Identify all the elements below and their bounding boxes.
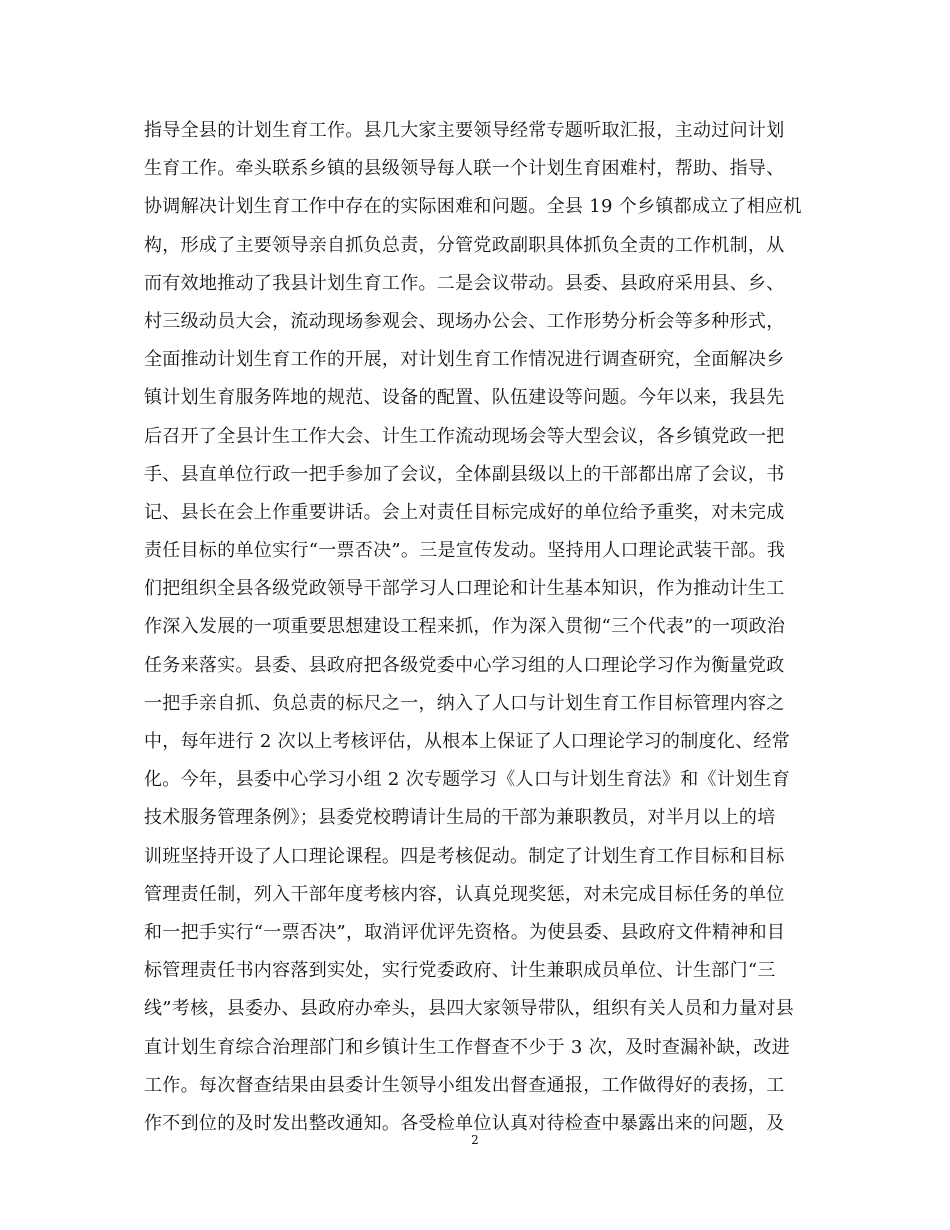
text-line: 技术服务管理条例》；县委党校聘请计生局的干部为兼职教员，对半月以上的培 bbox=[144, 807, 776, 829]
text-line: 直计划生育综合治理部门和乡镇计生工作督查不少于 3 次，及时查漏补缺，改进 bbox=[144, 1036, 790, 1058]
text-line: 镇计划生育服务阵地的规范、设备的配置、队伍建设等问题。今年以来，我县先 bbox=[144, 387, 785, 409]
text-line: 而有效地推动了我县计划生育工作。二是会议带动。县委、县政府采用县、乡、 bbox=[144, 272, 785, 294]
text-line: 线”考核，县委办、县政府办牵头，县四大家领导带队，组织有关人员和力量对县 bbox=[144, 998, 794, 1020]
text-line: 中，每年进行 2 次以上考核评估，从根本上保证了人口理论学习的制度化、经常 bbox=[144, 731, 790, 752]
text-line: 协调解决计划生育工作中存在的实际困难和问题。全县 19 个乡镇都成立了相应机 bbox=[144, 196, 802, 218]
text-line: 后召开了全县计生工作大会、计生工作流动现场会等大型会议，各乡镇党政一把 bbox=[144, 425, 785, 447]
text-line: 工作。每次督查结果由县委计生领导小组发出督查通报，工作做得好的表扬，工 bbox=[144, 1074, 785, 1096]
text-line: 记、县长在会上作重要讲话。会上对责任目标完成好的单位给予重奖，对未完成 bbox=[144, 501, 785, 523]
text-line: 作不到位的及时发出整改通知。各受检单位认真对待检查中暴露出来的问题，及 bbox=[144, 1112, 785, 1134]
text-line: 责任目标的单位实行“一票否决”。三是宣传发动。坚持用人口理论武装干部。我 bbox=[144, 540, 786, 562]
text-line: 管理责任制，列入干部年度考核内容，认真兑现奖惩，对未完成目标任务的单位 bbox=[144, 883, 785, 905]
text-line: 生育工作。牵头联系乡镇的县级领导每人联一个计划生育困难村，帮助、指导、 bbox=[144, 158, 785, 180]
text-line: 训班坚持开设了人口理论课程。四是考核促动。制定了计划生育工作目标和目标 bbox=[144, 845, 785, 867]
text-line: 一把手亲自抓、负总责的标尺之一，纳入了人口与计划生育工作目标管理内容之 bbox=[144, 692, 785, 714]
page-number: 2 bbox=[471, 1133, 479, 1147]
text-line: 构，形成了主要领导亲自抓负总责，分管党政副职具体抓负全责的工作机制，从 bbox=[144, 234, 785, 256]
text-line: 村三级动员大会，流动现场参观会、现场办公会、工作形势分析会等多种形式， bbox=[144, 310, 785, 332]
text-line: 手、县直单位行政一把手参加了会议，全体副县级以上的干部都出席了会议，书 bbox=[144, 463, 785, 485]
text-line: 标管理责任书内容落到实处，实行党委政府、计生兼职成员单位、计生部门“三 bbox=[144, 960, 776, 982]
body-text bbox=[144, 112, 804, 1143]
text-line: 们把组织全县各级党政领导干部学习人口理论和计生基本知识，作为推动计生工 bbox=[144, 578, 785, 600]
text-line: 化。今年，县委中心学习小组 2 次专题学习《人口与计划生育法》和《计划生育 bbox=[144, 769, 790, 791]
text-line: 和一把手实行“一票否决”，取消评优评先资格。为使县委、县政府文件精神和目 bbox=[144, 921, 786, 943]
text-line: 全面推动计划生育工作的开展，对计划生育工作情况进行调查研究，全面解决乡 bbox=[144, 349, 785, 371]
text-line: 作深入发展的一项重要思想建设工程来抓，作为深入贯彻“三个代表”的一项政治 bbox=[144, 616, 786, 638]
text-line: 指导全县的计划生育工作。县几大家主要领导经常专题听取汇报，主动过问计划 bbox=[144, 120, 785, 141]
text-line: 任务来落实。县委、县政府把各级党委中心学习组的人口理论学习作为衡量党政 bbox=[144, 654, 785, 676]
